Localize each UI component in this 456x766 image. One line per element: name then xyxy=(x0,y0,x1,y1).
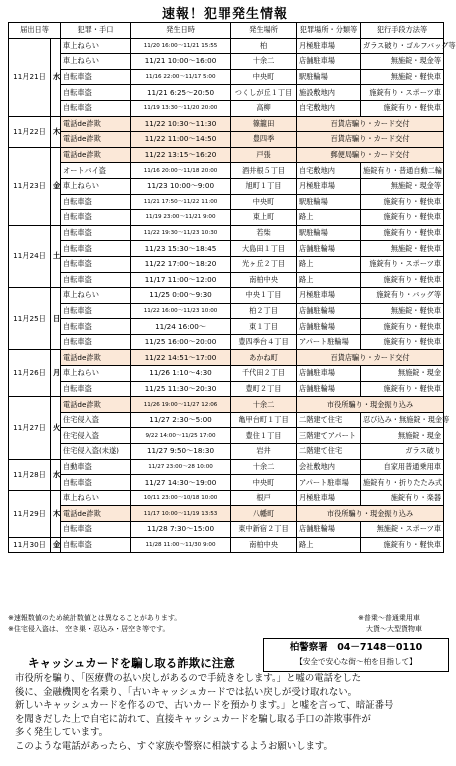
table-row xyxy=(9,147,444,163)
note-burglary: ※住宅侵入盗は、 空き巣・忍込み・居空き等です。 xyxy=(8,625,170,633)
occurrence-place: 光ヶ丘２丁目 xyxy=(231,256,297,272)
report-date: 11月21日 xyxy=(9,38,51,116)
crime-type: 住宅侵入盗 xyxy=(61,428,131,444)
occurrence-time: 11/26 1:10～4:30 xyxy=(131,366,231,382)
note-statistics: ※速報数値のため統計数値とは異なることがあります。 xyxy=(8,614,182,622)
location-class: 月極駐車場 xyxy=(297,178,361,194)
crime-method: 施錠有り・軽快車 xyxy=(361,334,444,350)
crime-method: 自家用普通乗用車 xyxy=(361,459,444,475)
table-row xyxy=(9,194,444,210)
occurrence-place: 東上町 xyxy=(231,210,297,226)
crime-type: 車上ねらい xyxy=(61,38,131,54)
crime-type: 車上ねらい xyxy=(61,54,131,70)
table-row xyxy=(9,334,444,350)
crime-type: 自転車盗 xyxy=(61,334,131,350)
occurrence-place: あかね町 xyxy=(231,350,297,366)
crime-type: 電話de詐欺 xyxy=(61,506,131,522)
location-class: 三階建てアパート xyxy=(297,428,361,444)
occurrence-time: 11/19 13:30～11/20 20:00 xyxy=(131,100,231,116)
crime-method: 施錠有り・軽快車 xyxy=(361,210,444,226)
occurrence-place: 高柳 xyxy=(231,100,297,116)
crime-type: 自転車盗 xyxy=(61,100,131,116)
crime-type: 電話de詐欺 xyxy=(61,397,131,413)
header-crime-type: 犯罪・手口 xyxy=(61,23,131,39)
crime-type: 車上ねらい xyxy=(61,178,131,194)
table-row xyxy=(9,397,444,413)
occurrence-place: 中央町 xyxy=(231,475,297,491)
occurrence-time: 11/25 11:30～20:30 xyxy=(131,381,231,397)
table-row xyxy=(9,506,444,522)
occurrence-time: 11/16 20:00～11/18 20:00 xyxy=(131,163,231,179)
occurrence-time: 11/22 17:00～18:20 xyxy=(131,256,231,272)
occurrence-time: 11/16 22:00～11/17 5:00 xyxy=(131,69,231,85)
police-slogan: 【安全で安心な街～柏を目指して】 xyxy=(295,657,417,666)
occurrence-place: 若柴 xyxy=(231,225,297,241)
header-method: 犯行手段方法等 xyxy=(361,23,444,39)
location-class: 店舗駐車場 xyxy=(297,366,361,382)
report-date: 11月23日 xyxy=(9,147,51,225)
crime-type: 電話de詐欺 xyxy=(61,147,131,163)
table-row xyxy=(9,288,444,304)
crime-type: 住宅侵入盗(未遂) xyxy=(61,444,131,460)
crime-type: 自転車盗 xyxy=(61,537,131,553)
crime-type: 車上ねらい xyxy=(61,288,131,304)
occurrence-place: 中央１丁目 xyxy=(231,288,297,304)
location-class: 施設敷地内 xyxy=(297,85,361,101)
occurrence-time: 11/22 16:00～11/23 10:00 xyxy=(131,303,231,319)
crime-method: 施錠有り・軽快車 xyxy=(361,319,444,335)
table-row xyxy=(9,475,444,491)
location-class: 店舗駐輪場 xyxy=(297,241,361,257)
occurrence-place: 南柏中央 xyxy=(231,537,297,553)
crime-method: 無施錠・スポーツ車 xyxy=(361,522,444,538)
location-class: 二階建て住宅 xyxy=(297,444,361,460)
location-class: 駅駐輪場 xyxy=(297,69,361,85)
crime-method: ガラス破り・ゴルフバッグ等 xyxy=(361,38,444,54)
location-class: 会社敷地内 xyxy=(297,459,361,475)
table-row xyxy=(9,350,444,366)
report-weekday: 日 xyxy=(51,288,61,350)
occurrence-time: 11/28 7:30～15:00 xyxy=(131,522,231,538)
location-class: 月極駐車場 xyxy=(297,490,361,506)
report-date: 11月29日 xyxy=(9,490,51,537)
occurrence-place: 南柏中央 xyxy=(231,272,297,288)
report-weekday: 土 xyxy=(51,225,61,287)
crime-type: 自転車盗 xyxy=(61,194,131,210)
occurrence-time: 11/27 23:00～28 10:00 xyxy=(131,459,231,475)
crime-method: 施錠有り・軽快車 xyxy=(361,537,444,553)
header-date: 届出日等 xyxy=(9,23,61,39)
occurrence-place: 中央町 xyxy=(231,69,297,85)
crime-method: 施錠有り・スポーツ車 xyxy=(361,256,444,272)
report-date: 11月25日 xyxy=(9,288,51,350)
location-class: 月極駐車場 xyxy=(297,38,361,54)
crime-type: 自転車盗 xyxy=(61,272,131,288)
crime-type: 自転車盗 xyxy=(61,256,131,272)
crime-method: 無施錠・軽快車 xyxy=(361,69,444,85)
table-row xyxy=(9,132,444,148)
location-class: アパート駐車場 xyxy=(297,475,361,491)
table-row xyxy=(9,178,444,194)
table-row xyxy=(9,256,444,272)
occurrence-time: 11/22 14:51～17:00 xyxy=(131,350,231,366)
crime-method: 無施錠・現金等 xyxy=(361,178,444,194)
crime-method: 施錠有り・軽快車 xyxy=(361,194,444,210)
table-row xyxy=(9,272,444,288)
occurrence-place: 中央町 xyxy=(231,194,297,210)
table-row xyxy=(9,163,444,179)
occurrence-time: 10/11 23:00～10/18 10:00 xyxy=(131,490,231,506)
table-row xyxy=(9,428,444,444)
location-class: 駅駐輪場 xyxy=(297,194,361,210)
crime-type: 自転車盗 xyxy=(61,319,131,335)
crime-type: 自転車盗 xyxy=(61,303,131,319)
crime-type: 車上ねらい xyxy=(61,366,131,382)
crime-method: 施錠有り・スポーツ車 xyxy=(361,85,444,101)
crime-details: 百貨店騙り・カード交付 xyxy=(297,132,444,148)
occurrence-place: 十余二 xyxy=(231,459,297,475)
fraud-warning-headline: キャッシュカードを騙し取る詐欺に注意 xyxy=(28,656,235,670)
occurrence-place: 酒井根５丁目 xyxy=(231,163,297,179)
occurrence-place: 戸張 xyxy=(231,147,297,163)
report-date: 11月27日 xyxy=(9,397,51,459)
crime-details: 市役所騙り・現金振り込み xyxy=(297,397,444,413)
occurrence-place: 東中新宿２丁目 xyxy=(231,522,297,538)
report-weekday: 木 xyxy=(51,116,61,147)
crime-details: 百貨店騙り・カード交付 xyxy=(297,350,444,366)
occurrence-place: つくしが丘１丁目 xyxy=(231,85,297,101)
crime-method: 施錠有り・軽快車 xyxy=(361,100,444,116)
crime-method: 無施錠・軽快車 xyxy=(361,241,444,257)
table-row xyxy=(9,490,444,506)
report-date: 11月28日 xyxy=(9,459,51,490)
header-datetime: 発生日時 xyxy=(131,23,231,39)
report-weekday: 木 xyxy=(51,490,61,537)
occurrence-time: 11/27 14:30～19:00 xyxy=(131,475,231,491)
occurrence-time: 11/28 11:00～11/30 9:00 xyxy=(131,537,231,553)
crime-method: 施錠有り・軽快車 xyxy=(361,381,444,397)
occurrence-place: 豊町２丁目 xyxy=(231,381,297,397)
occurrence-time: 11/22 10:30～11:30 xyxy=(131,116,231,132)
occurrence-time: 11/22 11:00～14:50 xyxy=(131,132,231,148)
crime-type: 自転車盗 xyxy=(61,241,131,257)
table-row xyxy=(9,54,444,70)
police-phone: 柏警察署 04－7148－0110 xyxy=(289,642,423,653)
occurrence-place: 柏 xyxy=(231,38,297,54)
occurrence-time: 11/22 13:15～16:20 xyxy=(131,147,231,163)
occurrence-place: 東１丁目 xyxy=(231,319,297,335)
warning-line: 市役所を騙り、「医療費の払い戻しがあるので手続きをします。」と嘘の電話をした xyxy=(15,673,362,684)
crime-table xyxy=(8,22,456,553)
note-abbrev-car: ※普乗～普通乗用車 xyxy=(358,614,420,622)
page-title: 速報！犯罪発生情報 xyxy=(161,7,288,22)
warning-line: 多く発生しています。 xyxy=(15,727,108,739)
location-class: 路上 xyxy=(297,272,361,288)
table-row xyxy=(9,319,444,335)
police-contact-box xyxy=(263,638,449,672)
table-row xyxy=(9,444,444,460)
crime-method: 施錠有り・楽器 xyxy=(361,490,444,506)
crime-type: 自転車盗 xyxy=(61,381,131,397)
crime-details: 市役所騙り・現金振り込み xyxy=(297,506,444,522)
location-class: 店舗駐輪場 xyxy=(297,303,361,319)
occurrence-place: 八幡町 xyxy=(231,506,297,522)
occurrence-place: 十余二 xyxy=(231,54,297,70)
fraud-warning-text xyxy=(15,672,440,754)
crime-type: 自転車盗 xyxy=(61,475,131,491)
table-row xyxy=(9,522,444,538)
warning-line: を聞きだした上で自宅に訪れて、直接キャッシュカードを騙し取る手口の詐欺事件が xyxy=(15,713,371,725)
crime-type: 住宅侵入盗 xyxy=(61,412,131,428)
location-class: 路上 xyxy=(297,210,361,226)
crime-method: 施錠有り・軽快車 xyxy=(361,225,444,241)
location-class: 店舗駐輪場 xyxy=(297,522,361,538)
header-place: 発生場所 xyxy=(231,23,297,39)
occurrence-time: 11/21 17:50～11/22 11:00 xyxy=(131,194,231,210)
location-class: 店舗駐輪場 xyxy=(297,381,361,397)
occurrence-time: 11/19 23:00～11/21 9:00 xyxy=(131,210,231,226)
crime-type: オートバイ盗 xyxy=(61,163,131,179)
location-class: 自宅敷地内 xyxy=(297,100,361,116)
location-class: 路上 xyxy=(297,256,361,272)
location-class: 月極駐車場 xyxy=(297,288,361,304)
crime-type: 自転車盗 xyxy=(61,69,131,85)
table-row xyxy=(9,366,444,382)
crime-method: 施錠有り・折りたたみ式 xyxy=(361,475,444,491)
report-weekday: 月 xyxy=(51,350,61,397)
location-class: 路上 xyxy=(297,537,361,553)
occurrence-time: 11/22 19:30～11/23 10:30 xyxy=(131,225,231,241)
crime-method: 無施錠・軽快車 xyxy=(361,303,444,319)
table-row xyxy=(9,69,444,85)
report-date: 11月24日 xyxy=(9,225,51,287)
table-row xyxy=(9,459,444,475)
location-class: 自宅敷地内 xyxy=(297,163,361,179)
crime-method: 無施錠・現金 xyxy=(361,428,444,444)
occurrence-place: 岩井 xyxy=(231,444,297,460)
table-row xyxy=(9,100,444,116)
crime-type: 電話de詐欺 xyxy=(61,116,131,132)
occurrence-place: 豊住１丁目 xyxy=(231,428,297,444)
location-class: 店舗駐輪場 xyxy=(297,319,361,335)
occurrence-time: 11/26 19:00～11/27 12:06 xyxy=(131,397,231,413)
header-location-class: 犯罪場所・分類等 xyxy=(297,23,361,39)
warning-line: 新しいキャッシュカードを作るので、古いカードを預かります。」と嘘を言って、暗証番号 xyxy=(15,700,394,712)
report-weekday: 水 xyxy=(51,38,61,116)
crime-type: 電話de詐欺 xyxy=(61,132,131,148)
occurrence-time: 11/25 16:00～20:00 xyxy=(131,334,231,350)
occurrence-time: 11/20 16:00～11/21 15:55 xyxy=(131,38,231,54)
location-class: 店舗駐車場 xyxy=(297,54,361,70)
occurrence-time: 11/25 0:00～9:30 xyxy=(131,288,231,304)
table-row xyxy=(9,38,444,54)
occurrence-place: 旭町１丁目 xyxy=(231,178,297,194)
report-weekday: 金 xyxy=(51,147,61,225)
location-class: 駅駐輪場 xyxy=(297,225,361,241)
warning-line: このような電話があったら、すぐ家族や警察に相談するようお願いします。 xyxy=(15,740,333,752)
crime-method: 忍び込み・無施錠・現金等 xyxy=(361,412,444,428)
occurrence-place: 柏２丁目 xyxy=(231,303,297,319)
crime-method: 施錠有り・バッグ等 xyxy=(361,288,444,304)
occurrence-time: 11/23 10:00～9:00 xyxy=(131,178,231,194)
occurrence-place: 篠籠田 xyxy=(231,116,297,132)
table-row xyxy=(9,116,444,132)
occurrence-place: 根戸 xyxy=(231,490,297,506)
occurrence-place: 亀甲台町１丁目 xyxy=(231,412,297,428)
report-weekday: 火 xyxy=(51,397,61,459)
table-row xyxy=(9,85,444,101)
occurrence-time: 11/27 9:50～18:30 xyxy=(131,444,231,460)
report-date: 11月26日 xyxy=(9,350,51,397)
occurrence-time: 11/17 11:00～12:00 xyxy=(131,272,231,288)
crime-details: 百貨店騙り・カード交付 xyxy=(297,116,444,132)
crime-type: 車上ねらい xyxy=(61,490,131,506)
location-class: 二階建て住宅 xyxy=(297,412,361,428)
crime-type: 自動車盗 xyxy=(61,459,131,475)
warning-line: 後に、金融機関を名乗り、「古いキャッシュカードでは払い戻しが受け取れない。 xyxy=(15,686,357,698)
occurrence-time: 9/22 14:00～11/25 17:00 xyxy=(131,428,231,444)
crime-method: 無施錠・現金等 xyxy=(361,54,444,70)
crime-details: 郵便局騙り・カード交付 xyxy=(297,147,444,163)
report-weekday: 金 xyxy=(51,537,61,553)
crime-type: 自転車盗 xyxy=(61,210,131,226)
occurrence-time: 11/21 6:25～20:50 xyxy=(131,85,231,101)
crime-type: 自転車盗 xyxy=(61,85,131,101)
table-row xyxy=(9,303,444,319)
occurrence-place: 豊四季台４丁目 xyxy=(231,334,297,350)
table-row xyxy=(9,412,444,428)
location-class: アパート駐輪場 xyxy=(297,334,361,350)
occurrence-time: 11/24 16:00～ xyxy=(131,319,231,335)
crime-method: ガラス破り xyxy=(361,444,444,460)
table-row xyxy=(9,381,444,397)
occurrence-place: 大島田１丁目 xyxy=(231,241,297,257)
occurrence-place: 豊四季 xyxy=(231,132,297,148)
table-row xyxy=(9,537,444,553)
note-abbrev-truck: 大貨～大型貨物車 xyxy=(366,625,422,633)
crime-method: 施錠有り・普通自動二輪 xyxy=(361,163,444,179)
crime-method: 無施錠・現金 xyxy=(361,366,444,382)
crime-method: 施錠有り・軽快車 xyxy=(361,272,444,288)
occurrence-time: 11/21 10:00～16:00 xyxy=(131,54,231,70)
crime-type: 自転車盗 xyxy=(61,225,131,241)
report-weekday: 水 xyxy=(51,459,61,490)
table-row xyxy=(9,210,444,226)
occurrence-place: 十余二 xyxy=(231,397,297,413)
occurrence-time: 11/23 15:30～18:45 xyxy=(131,241,231,257)
report-date: 11月22日 xyxy=(9,116,51,147)
table-header-row xyxy=(9,23,444,39)
occurrence-place: 千代田２丁目 xyxy=(231,366,297,382)
crime-type: 自転車盗 xyxy=(61,522,131,538)
occurrence-time: 11/27 2:30～5:00 xyxy=(131,412,231,428)
occurrence-time: 11/17 10:00～11/19 13:53 xyxy=(131,506,231,522)
table-row xyxy=(9,241,444,257)
crime-type: 電話de詐欺 xyxy=(61,350,131,366)
table-row xyxy=(9,225,444,241)
report-date: 11月30日 xyxy=(9,537,51,553)
